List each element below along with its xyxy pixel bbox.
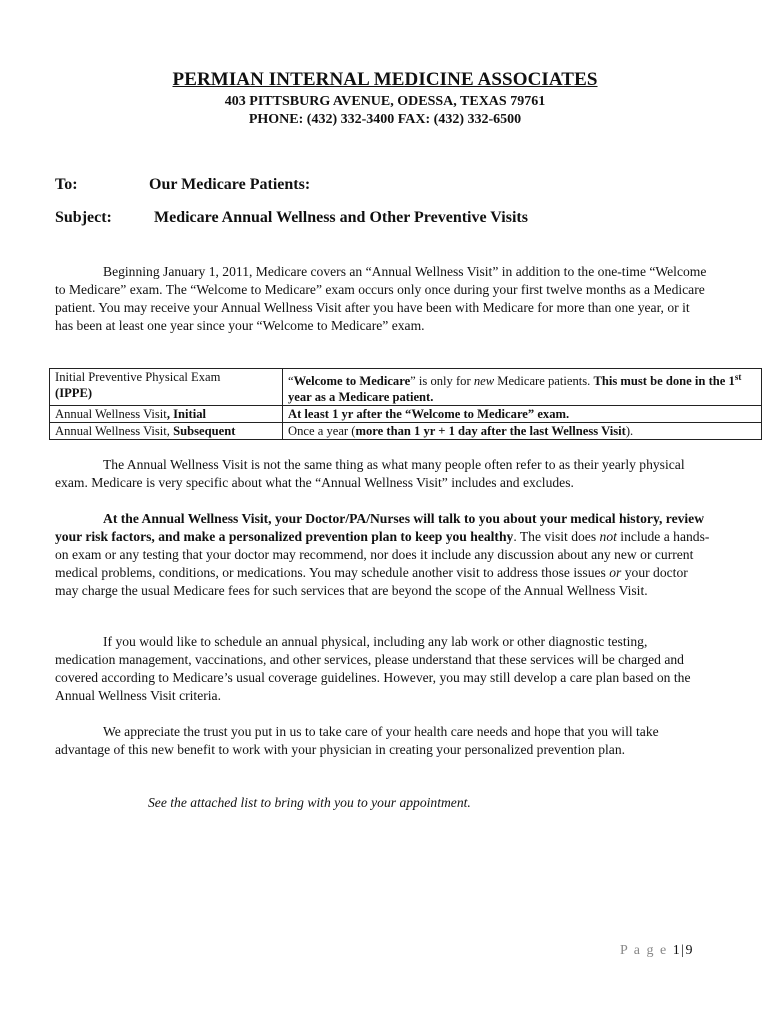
table-cell-visit-type [50, 423, 283, 440]
awv-subsequent-qualifier: Subsequent [173, 424, 236, 439]
intro-paragraph: Beginning January 1, 2011, Medicare covers an “Annual Wellness Visit” in addition to the one-time “Welcome to Medicare” exam. The “Welcome to Medicare” exam occurs only once during your first twelve months as a Medicare patient. You may receive your Annual Wellness Visit after you have been with Medicare for more than one year, or it has been at least one year since your “Welcome to Medicare” exam. [55, 264, 707, 333]
memo-to-value: Our Medicare Patients: [149, 176, 311, 193]
ippe-requirement-sup: st [734, 372, 742, 382]
awv-subsequent-label: Annual Wellness Visit, [55, 424, 174, 439]
new-emphasis: new [473, 374, 495, 389]
awv-subsequent-post: ). [625, 424, 634, 439]
table-row [50, 369, 762, 406]
doctor-discussion-text-3: your doctor may charge the usual Medicare fees for such services that are beyond the scope of the Annual Wellness Visit. [55, 565, 688, 598]
attached-list-note: See the attached list to bring with you to your appointment. [148, 795, 471, 810]
org-phone-fax: PHONE: (432) 332-3400 FAX: (432) 332-6500 [248, 112, 522, 127]
memo-subject-label: Subject: [55, 209, 112, 226]
ippe-abbrev: (IPPE) [55, 386, 93, 400]
awv-initial-qualifier: , Initial [166, 407, 207, 422]
table-cell-description: At least 1 yr after the “Welcome to Medicare” exam. [283, 406, 762, 423]
page-footer [620, 943, 694, 959]
memo-to-row [55, 176, 311, 194]
visit-types-table [49, 368, 762, 440]
awv-vs-physical-paragraph: The Annual Wellness Visit is not the same thing as what many people often refer to as their yearly physical exam. Medicare is very specific about what the “Annual Wellness Visit” includes and excludes. [55, 457, 685, 490]
table-cell-visit-type [50, 369, 283, 406]
awv-subsequent-pre: Once a year ( [288, 424, 356, 439]
quote-open: “ [288, 374, 294, 389]
doctor-discussion-text-1: . The visit does [513, 529, 600, 544]
ippe-text-1: ” is only for [410, 374, 474, 389]
page-total: 9 [685, 943, 694, 958]
awv-initial-label: Annual Wellness Visit [55, 407, 167, 422]
ippe-requirement-2: year as a Medicare patient. [288, 390, 434, 405]
table-cell-description [283, 423, 762, 440]
org-name: PERMIAN INTERNAL MEDICINE ASSOCIATES [172, 69, 598, 90]
doctor-discussion-text-2: include a hands-on exam or any testing that your doctor may recommend, nor does it include any discussion about any new or current medical problems, conditions, or medications. You may schedule another visit to address those issues [55, 529, 710, 580]
memo-subject-value: Medicare Annual Wellness and Other Preventive Visits [154, 209, 528, 226]
ippe-text-2: Medicare patients. [494, 374, 594, 389]
awv-subsequent-rule: more than 1 yr + 1 day after the last Wellness Visit [355, 424, 626, 439]
table-cell-visit-type [50, 406, 283, 423]
memo-subject-row [55, 209, 528, 227]
or-emphasis: or [609, 565, 622, 580]
table-row [50, 423, 762, 440]
doctor-discussion-paragraph [55, 510, 710, 600]
closing-paragraph: We appreciate the trust you put in us to take care of your health care needs and hope that you will take advantage of this new benefit to work with your physician in creating your personalized prevention plan. [55, 724, 659, 757]
table-row [50, 406, 762, 423]
memo-to-label: To: [55, 176, 78, 193]
page-label: P a g e [619, 943, 668, 958]
ippe-requirement: This must be done in the 1 [593, 374, 735, 389]
page-separator: | [681, 943, 686, 958]
table-cell-description [283, 369, 762, 406]
ippe-label: Initial Preventive Physical Exam [55, 370, 221, 384]
welcome-to-medicare-term: Welcome to Medicare [293, 374, 411, 389]
doctor-discussion-bold: At the Annual Wellness Visit, your Doctor/PA/Nurses will talk to you about your medical history, review your risk factors, and make a personalized prevention plan to keep you healthy [55, 511, 705, 544]
not-emphasis: not [599, 529, 617, 544]
org-address: 403 PITTSBURG AVENUE, ODESSA, TEXAS 79761 [224, 94, 546, 109]
annual-physical-paragraph: If you would like to schedule an annual physical, including any lab work or other diagnostic testing, medication management, vaccinations, and other services, please understand that these services will be charged and covered according to Medicare’s usual coverage guidelines. However, you may still develop a care plan based on the Annual Wellness Visit criteria. [55, 634, 691, 703]
page-number: 1 [672, 943, 682, 958]
